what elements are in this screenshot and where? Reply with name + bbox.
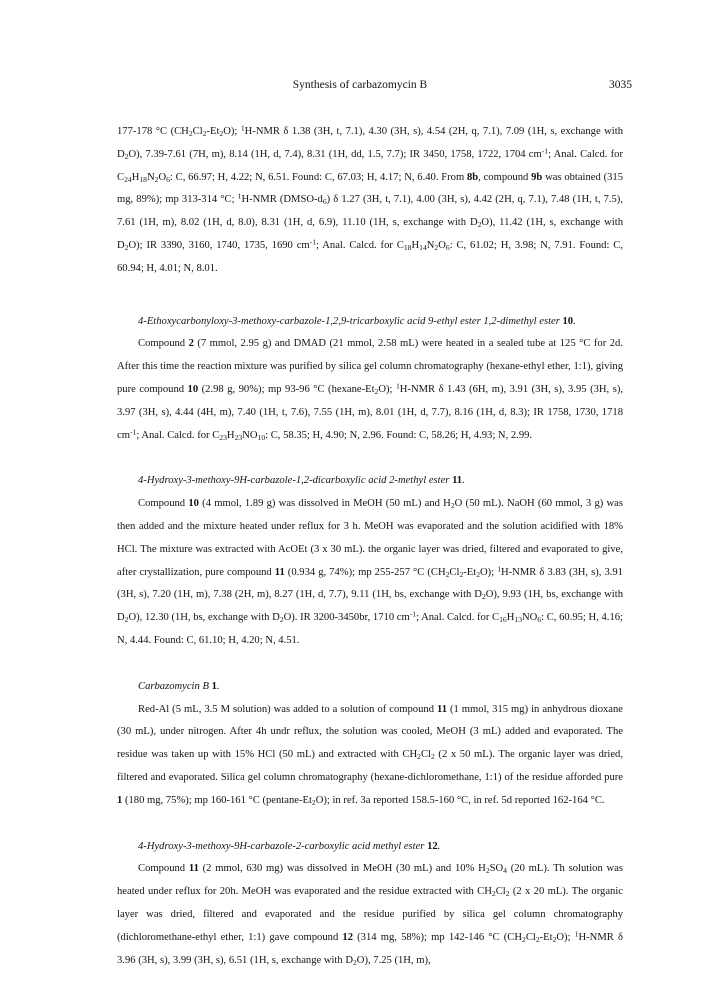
- running-title: Synthesis of carbazomycin B: [292, 79, 428, 91]
- heading-carbazomycin-b: Carbazomycin B 1.: [138, 680, 220, 692]
- paragraph-compound-10: Compound 2 (7 mmol, 2.95 g) and DMAD (21 mmol, 2.58 mL) were heated in a sealed tube at 125 °C for 2d. After this time the reaction mixture was purified by silica gel column chromatography (hexane-ethyl ether, 1:1), giving pure compound 10 (2.98 g, 90%); mp 93-96 °C $(hexane-Et_2O)$; $^1$H-NMR δ 1.43 (6H, m), 3.91 (3H, s), 3.95 (3H, s), 3.97 (3H, s), 4.44 (4H, m), 7.40 (1H, t, 7.6), 7.55 (1H, m), 8.01 (1H, d, 7.7), 8.16 (1H, d, 8.3); IR 1758, 1730, 1718 $cm^{-1}$; Anal. Calcd. for $C_{23}H_{23}NO_{10}$: C, 58.35; H, 4.90; N, 2.96. Found: C, 58.26; H, 4.93; N, 2.99.: [117, 338, 623, 442]
- paragraph-carbazomycin-b: Red-Al (5 mL, 3.5 M solution) was added to a solution of compound 11 (1 mmol, 315 mg) in anhydrous dioxane (30 mL), under nitrogen. After 4h undr reflux, the solution was cooled, MeOH (3 mL) added and evaporated. The residue was taken up with 15% HCl (50 mL) and extracted with $CH_2Cl_2$ (2 x 50 mL). The organic layer was dried, filtered and evaporated. Silica gel column chromatography (hexane-dichloromethane, 1:1) of the residue afforded pure 1 (180 mg, 75%); mp 160-161 °C $(pentane-Et_2O)$; in ref. 3a reported 158.5-160 °C, in ref. 5d reported 162-164 °C.: [117, 703, 623, 807]
- paragraph-compound-12: Compound 11 (2 mmol, 630 mg) was dissolved in MeOH (30 mL) and 10% $H_2SO_4$ (20 mL). Th solution was heated under reflux for 20h. MeOH was evaporated and the residue extracted with $CH_2Cl_2$ (2 x 20 mL). The organic layer was dried, filtered and evaporated and the residue purified by silica gel column chromatography (dichloromethane-ethyl ether, 1:1) gave compound 12 (314 mg, 58%); mp 142-146 °C $(CH_2Cl_2-Et_2O)$; $^1$H-NMR δ 3.96 (3H, s), 3.99 (3H, s), 6.51 (1H, s, exchange with $D_2O$), 7.25 (1H, m),: [117, 863, 623, 967]
- paragraph-compound-9b-data: 177-178 °C $(CH_2Cl_2-Et_2O)$; $^1$H-NMR δ 1.38 (3H, t, 7.1), 4.30 (3H, s), 4.54 (2H, q, 7.1), 7.09 (1H, s, exchange with $D_2O$), 7.39-7.61 (7H, m), 8.14 (1H, d, 7.4), 8.31 (1H, dd, 1.5, 7.7); IR 3450, 1758, 1722, 1704 $cm^{-1}$; Anal. Calcd. for $C_{24}H_{18}N_2O_6$: C, 66.97; H, 4.22; N, 6.51. Found: C, 67.03; H, 4.17; N, 6.40. From 8b, compound 9b was obtained (315 mg, 89%); mp 313-314 °C; $^1$H-NMR $(DMSO-d_6)$ δ 1.27 (3H, t, 7.1), 4.00 (3H, s), 4.42 (2H, q, 7.1), 7.48 (1H, t, 7.5), 7.61 (1H, m), 8.02 (1H, d, 8.0), 8.31 (1H, d, 6.9), 11.10 (1H, s, exchange with $D_2O$), 11.42 (1H, s, exchange with $D_2O$); IR 3390, 3160, 1740, 1735, 1690 $cm^{-1}$; Anal. Calcd. for $C_{18}H_{14}N_2O_6$: C, 61.02; H, 3.98; N, 7.91. Found: C, 60.94; H, 4.01; N, 8.01.: [117, 123, 623, 274]
- heading-compound-10: 4-Ethoxycarbonyloxy-3-methoxy-carbazole-1,2,9-tricarboxylic acid 9-ethyl ester 1,2-dimethyl ester 10.: [138, 315, 576, 327]
- heading-compound-12: 4-Hydroxy-3-methoxy-9H-carbazole-2-carboxylic acid methyl ester 12.: [138, 840, 441, 852]
- running-header: [0, 74, 720, 96]
- experimental-text: [117, 121, 623, 972]
- heading-compound-11: 4-Hydroxy-3-methoxy-9H-carbazole-1,2-dicarboxylic acid 2-methyl ester 11.: [138, 475, 465, 487]
- paragraph-compound-11: Compound 10 (4 mmol, 1.89 g) was dissolved in MeOH (50 mL) and $H_2O$ (50 mL). NaOH (60 mmol, 3 g) was then added and the mixture heated under reflux for 3 h. MeOH was evaporated and the solution acidified with 18% HCl. The mixture was extracted with AcOEt (3 x 30 mL). the organic layer was dried, filtered and evaporated to give, after crystallization, pure compound 11 (0.934 g, 74%); mp 255-257 °C $(CH_2Cl_2-Et_2O)$; $^1$H-NMR δ 3.83 (3H, s), 3.91 (3H, s), 7.20 (1H, m), 7.38 (2H, m), 8.27 (1H, d, 7.7), 9.11 (1H, bs, exchange with $D_2O$), 9.93 (1H, bs, exchange with $D_2O$), 12.30 (1H, bs, exchange with $D_2O$). IR 3200-3450br, 1710 $cm^{-1}$; Anal. Calcd. for $C_{16}H_{13}NO_6$: C, 60.95; H, 4.16; N, 4.44. Found: C, 61.10; H, 4.20; N, 4.51.: [117, 498, 623, 646]
- page-number: 3035: [609, 79, 632, 91]
